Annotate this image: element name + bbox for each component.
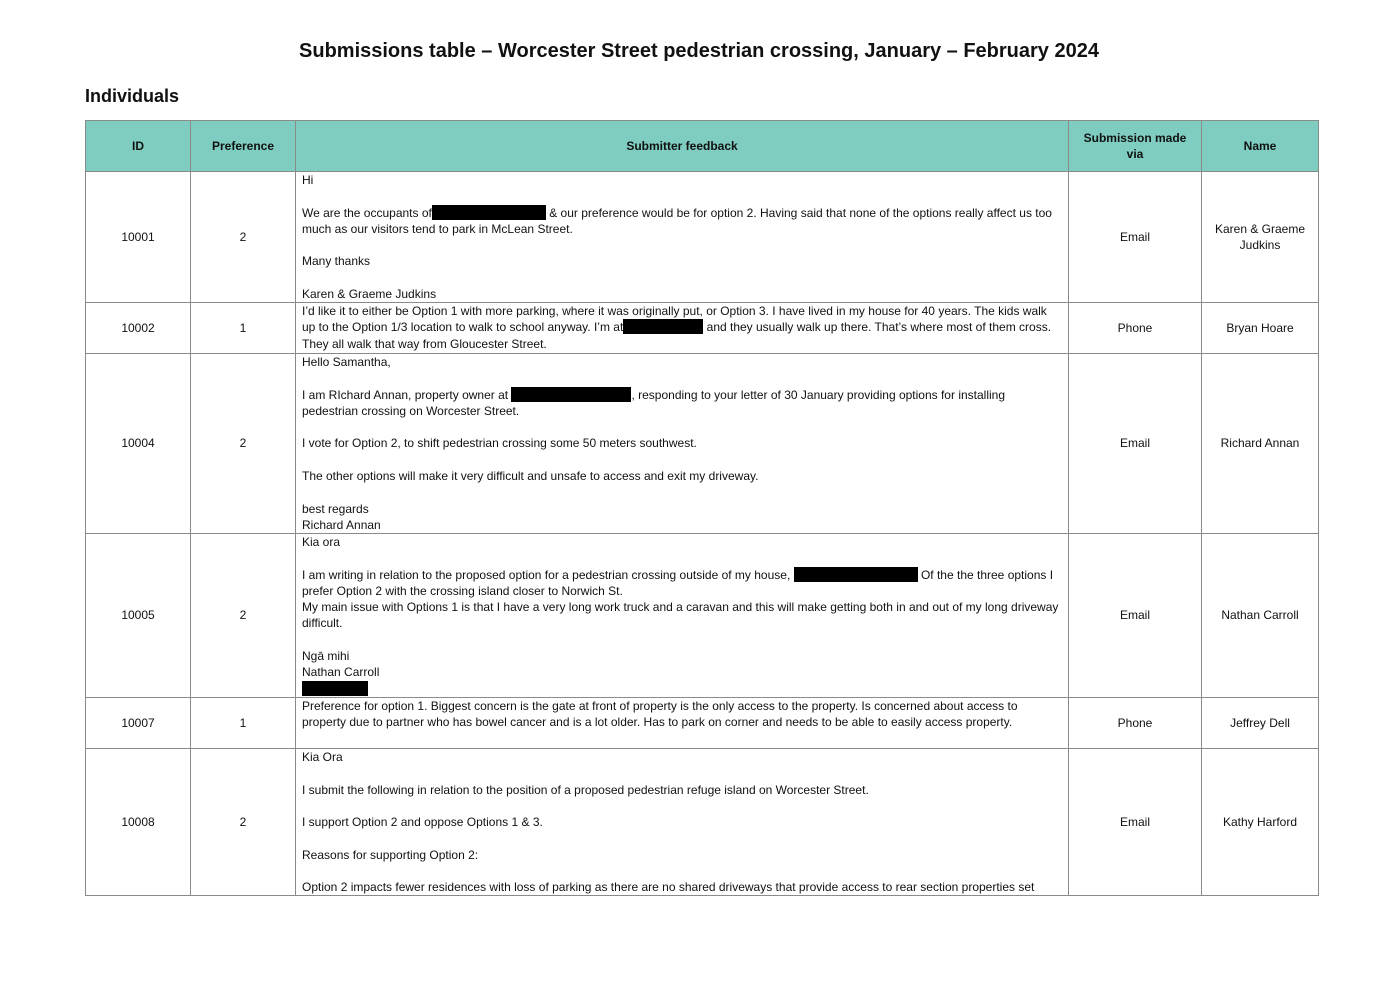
- feedback-text: Ngā mihi: [302, 649, 350, 664]
- cell-id: 10008: [86, 749, 191, 896]
- section-heading: Individuals: [85, 86, 180, 106]
- cell-preference: 2: [191, 354, 296, 534]
- feedback-text: Kia Ora: [302, 750, 343, 764]
- cell-preference: 1: [191, 698, 296, 749]
- feedback-text: , responding to your letter of 30 January providing options for installing pedestrian crossing on Worcester Street.: [302, 387, 1006, 418]
- feedback-text: and they usually walk up there. That’s where most of them cross. They all walk that way from Gloucester Street.: [302, 320, 1052, 351]
- cell-via: Email: [1069, 534, 1202, 698]
- cell-via: Phone: [1069, 698, 1202, 749]
- redacted-address: [794, 567, 918, 582]
- cell-feedback: [296, 172, 1069, 303]
- cell-feedback: [296, 354, 1069, 534]
- redacted-address: [432, 205, 546, 220]
- cell-preference: 2: [191, 749, 296, 896]
- redacted-address: [623, 319, 703, 334]
- cell-preference: 1: [191, 303, 296, 354]
- feedback-text: best regards: [302, 501, 369, 516]
- table-row: [86, 534, 1319, 698]
- submissions-table: [85, 120, 1319, 896]
- redacted-address: [511, 387, 631, 402]
- cell-preference: 2: [191, 534, 296, 698]
- cell-via: Phone: [1069, 303, 1202, 354]
- cell-id: 10001: [86, 172, 191, 303]
- feedback-text: Reasons for supporting Option 2:: [302, 847, 479, 862]
- feedback-text: We are the occupants of: [302, 205, 432, 220]
- feedback-text: I am writing in relation to the proposed option for a pedestrian crossing outside of my house,: [302, 567, 791, 582]
- cell-id: 10005: [86, 534, 191, 698]
- feedback-text: Option 2 impacts fewer residences with loss of parking as there are no shared driveways that provide access to rear section properties set: [302, 880, 1035, 895]
- cell-feedback: [296, 534, 1069, 698]
- cell-name: Karen & Graeme Judkins: [1202, 172, 1319, 303]
- feedback-text: Karen & Graeme Judkins: [302, 287, 437, 302]
- feedback-text: The other options will make it very difficult and unsafe to access and exit my driveway.: [302, 469, 759, 484]
- cell-name: Jeffrey Dell: [1202, 698, 1319, 749]
- feedback-text: Many thanks: [302, 254, 371, 269]
- feedback-text: Kia ora: [302, 535, 341, 549]
- cell-id: 10002: [86, 303, 191, 354]
- cell-name: Nathan Carroll: [1202, 534, 1319, 698]
- feedback-text: & our preference would be for option 2. Having said that none of the options really affect us too much as our visitors tend to park in McLean Street.: [302, 205, 1052, 236]
- table-row: [86, 172, 1319, 303]
- cell-feedback: [296, 749, 1069, 896]
- table-row: [86, 303, 1319, 354]
- cell-name: Kathy Harford: [1202, 749, 1319, 896]
- feedback-text: I support Option 2 and oppose Options 1 & 3.: [302, 815, 543, 830]
- feedback-text: I am RIchard Annan, property owner at: [302, 387, 509, 402]
- feedback-text: I’d like it to either be Option 1 with more parking, where it was originally put, or Option 3. I have lived in my house for 40 years. The kids walk up to the Option 1/3 location to walk to school anyway. I’m at: [302, 304, 1047, 335]
- cell-name: Bryan Hoare: [1202, 303, 1319, 354]
- feedback-text: I submit the following in relation to the position of a proposed pedestrian refuge island on Worcester Street.: [302, 782, 869, 797]
- page-title: Submissions table – Worcester Street pedestrian crossing, January – February 2024: [299, 40, 1099, 62]
- cell-via: Email: [1069, 354, 1202, 534]
- header-id: ID: [86, 121, 191, 172]
- feedback-text: Richard Annan: [302, 517, 381, 532]
- feedback-text: My main issue with Options 1 is that I have a very long work truck and a caravan and this will make getting both in and out of my long driveway difficult.: [302, 600, 1059, 631]
- cell-feedback: [296, 303, 1069, 354]
- header-feedback: Submitter feedback: [296, 121, 1069, 172]
- cell-id: 10004: [86, 354, 191, 534]
- cell-id: 10007: [86, 698, 191, 749]
- cell-feedback: [296, 698, 1069, 749]
- header-name: Name: [1202, 121, 1319, 172]
- table-row: [86, 749, 1319, 896]
- feedback-text: Hello Samantha,: [302, 355, 391, 369]
- feedback-text: I vote for Option 2, to shift pedestrian crossing some 50 meters southwest.: [302, 436, 697, 451]
- cell-preference: 2: [191, 172, 296, 303]
- cell-via: Email: [1069, 172, 1202, 303]
- feedback-text: Preference for option 1. Biggest concern is the gate at front of property is the only access to the property. Is concerned about access to property due to partner who has bowel cancer and is a lot older. Has to park on corner and needs to be able to easily access property.: [302, 699, 1018, 730]
- feedback-text: Hi: [302, 173, 314, 187]
- feedback-text: Nathan Carroll: [302, 665, 380, 680]
- table-row: [86, 698, 1319, 749]
- feedback-text: Of the the three options I prefer Option 2 with the crossing island closer to Norwich St.: [302, 567, 1054, 598]
- header-preference: Preference: [191, 121, 296, 172]
- header-via: Submission made via: [1069, 121, 1202, 172]
- cell-name: Richard Annan: [1202, 354, 1319, 534]
- table-header-row: [86, 121, 1319, 172]
- table-row: [86, 354, 1319, 534]
- cell-via: Email: [1069, 749, 1202, 896]
- redacted-contact: [302, 681, 368, 696]
